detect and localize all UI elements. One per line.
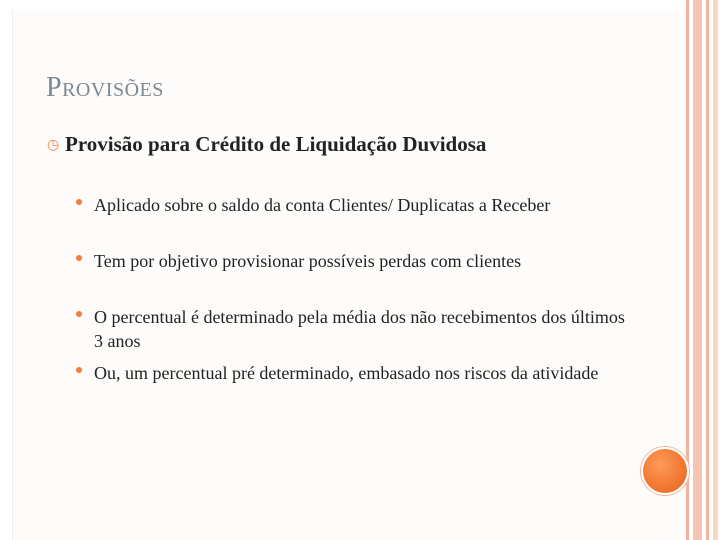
dot-bullet-icon [76, 199, 82, 205]
decorative-stripe [686, 0, 689, 540]
sub-bullet-item [76, 249, 636, 273]
decorative-stripe [706, 0, 709, 540]
dot-bullet-icon [76, 367, 82, 373]
sub-bullet-item [76, 193, 636, 217]
circle-ring-bullet-icon: ◷ [47, 137, 60, 153]
decorative-circle [641, 447, 689, 495]
sub-bullet-text: Tem por objetivo provisionar possíveis perdas com clientes [94, 251, 522, 271]
dot-bullet-icon [76, 311, 82, 317]
main-bullet-item [47, 129, 607, 159]
sub-bullet-item [76, 305, 636, 353]
dot-bullet-icon [76, 255, 82, 261]
decorative-stripe [713, 0, 718, 540]
sub-bullet-text: Aplicado sobre o saldo da conta Clientes/ Duplicatas a Receber [94, 195, 551, 215]
main-bullet-text: Provisão para Crédito de Liquidação Duvidosa [65, 132, 487, 156]
sub-bullet-item [76, 361, 636, 385]
slide-title: Provisões [46, 72, 164, 103]
decorative-stripe [693, 0, 702, 540]
sub-bullet-text: O percentual é determinado pela média dos não recebimentos dos últimos 3 anos [94, 307, 625, 351]
sub-bullet-text: Ou, um percentual pré determinado, embasado nos riscos da atividade [94, 363, 599, 383]
